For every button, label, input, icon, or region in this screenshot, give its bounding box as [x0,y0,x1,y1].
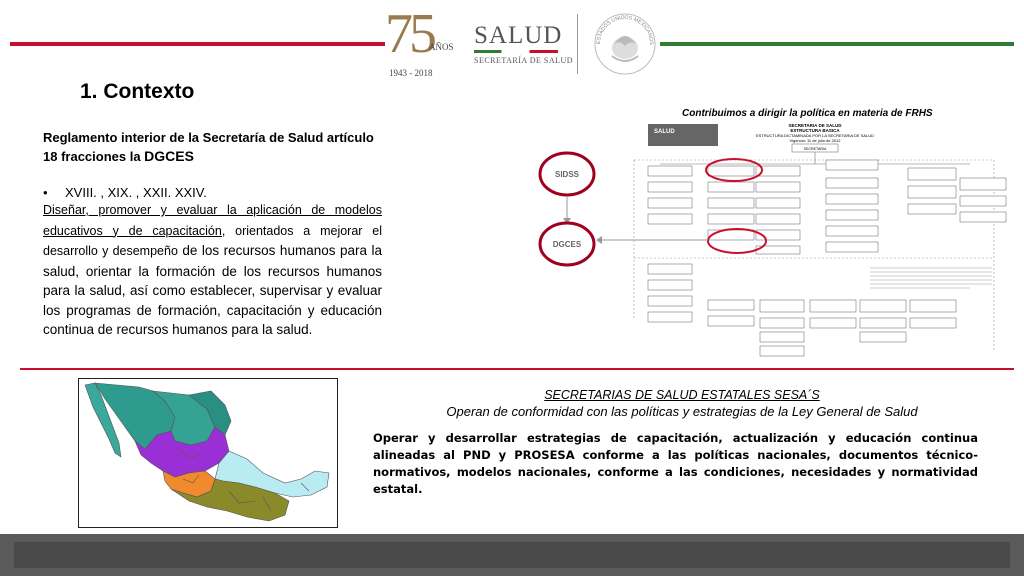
header-green-line [660,42,1014,46]
mandate-underlined: Diseñar, promover y evaluar la aplicación de modelos educativos y de capacitación, [43,203,382,238]
org-chart [530,120,1010,362]
sesa-body: Operar y desarrollar estrategias de capacitación, actualización y educación continua alineadas al PND y PROSESA conforme a las políticas nacionales, documentos técnico-normativos, modelos nacionales, conforme a las condiciones, necesidades y normatividad estatal. [373,431,978,496]
brand-subtitle: SECRETARÍA DE SALUD [474,56,574,65]
org-box-secretaria-label: SECRETARIA [803,147,827,151]
footer-bar-inner [14,542,1010,568]
org-doc-logo-box [648,124,718,146]
org-doc-title1: SECRETARIA DE SALUD [788,123,842,128]
logo-number: 75 [385,3,433,65]
regulation-heading-line2: 18 fracciones la [43,149,145,164]
brand-title: SALUD [474,22,563,49]
regulation-dgces: DGCES [144,148,194,164]
brand-tricolor-bar [474,50,558,53]
anniversary-logo [385,3,465,86]
sesa-subtitle: Operan de conformidad con las políticas y estrategias de la Ley General de Salud [446,404,918,419]
logo-anos: AÑOS [429,42,454,52]
regulation-heading [43,128,383,166]
bullet-symbol: • [43,185,48,200]
org-fine-print [870,268,992,288]
org-doc-title4: Vigencia: 11 de julio de 2012 [789,138,841,143]
mandate-rest: de los recursos humanos para la salud, orientar la formación de los recursos humanos para la salud, así como establecer, supervisar y evaluar los programas de formación, capacitación y educación continua de recursos humanos para la salud. [43,243,382,337]
node-sidss-label: SIDSS [554,170,580,179]
org-doc-logo: SALUD [654,129,675,135]
org-doc-title3: ESTRUCTURA DICTAMINADA POR LA SECRETARIA DE SALUD [755,133,875,138]
mandate-small: orientados a mejorar el desarrollo y desempeño [43,223,382,258]
org-chart-caption: Contribuimos a dirigir la política en materia de FRHS [682,108,933,119]
logo-years: 1943 - 2018 [389,68,433,78]
section-red-line [20,368,1014,370]
org-doc-title2: ESTRUCTURA BASICA [790,128,840,133]
page-title: 1. Contexto [80,80,195,103]
national-seal-icon [592,10,658,76]
header-divider [577,14,578,74]
fractions-text: XVIII. , XIX. , XXII. XXIV. [65,185,207,200]
sesa-title: SECRETARIAS DE SALUD ESTATALES SESA´S [544,388,820,402]
mandate-paragraph [43,200,382,340]
regulation-heading-line1: Reglamento interior de la Secretaría de Salud artículo [43,130,374,145]
header-red-line [10,42,385,46]
node-dgces-label: DGCES [552,240,582,249]
footer-bar [0,534,1024,576]
seal-text: ESTADOS UNIDOS MEXICANOS [595,14,655,45]
mexico-map [78,378,338,528]
fractions-bullet [43,185,207,200]
